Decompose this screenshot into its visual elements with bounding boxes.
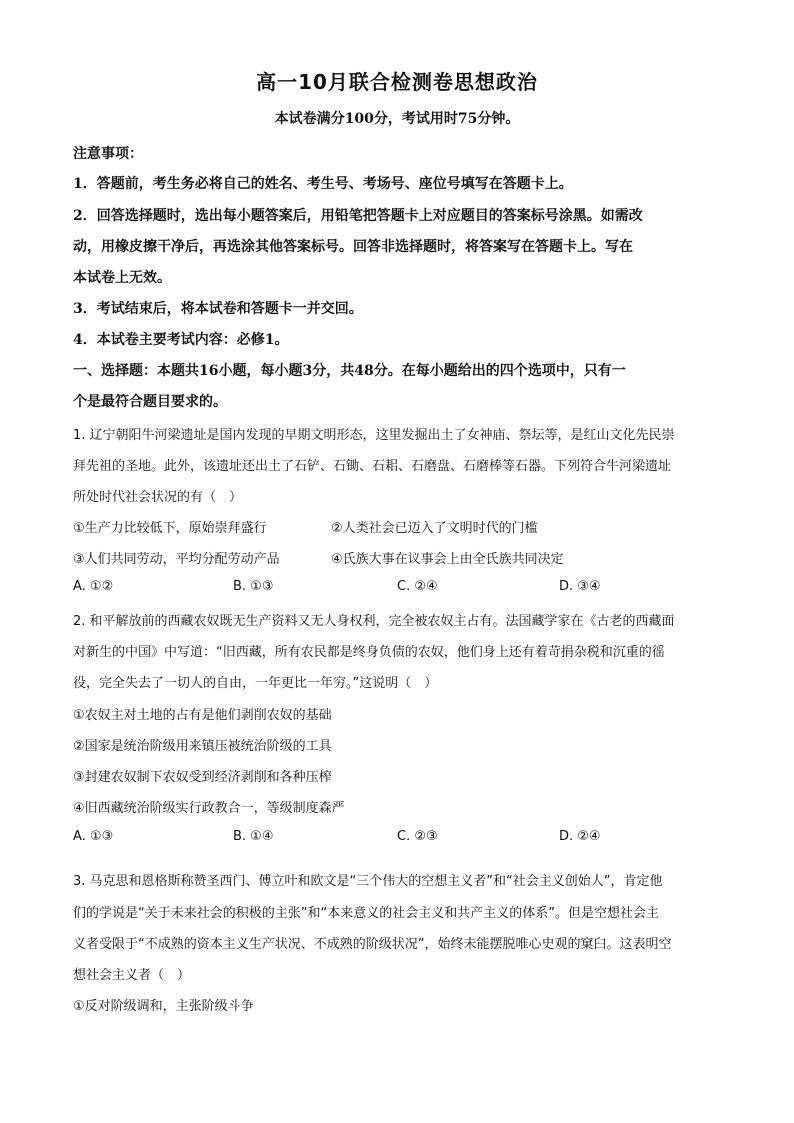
q2-item: ④旧西藏统治阶级实行政教合一，等级制度森严 <box>73 801 345 816</box>
q1-choice-c: C. ②④ <box>397 579 438 594</box>
q2-stem: 对新生的中国》中写道：“旧西藏，所有农民都是终身负债的农奴，他们身上还有着苛捐杂税和沉重的徭 <box>73 645 665 660</box>
section-heading: 一、选择题：本题共16小题，每小题3分，共48分。在每小题给出的四个选项中，只有一 <box>73 363 626 379</box>
q1-choice-a: A. ①② <box>73 579 114 594</box>
page-title: 高一10月联合检测卷思想政治 <box>256 70 538 94</box>
q1-item: ③人们共同劳动，平均分配劳动产品 <box>73 552 280 567</box>
page-subtitle: 本试卷满分100分，考试用时75分钟。 <box>274 111 520 127</box>
note-line: 动，用橡皮擦干净后，再选涂其他答案标号。回答非选择题时，将答案写在答题卡上。写在 <box>73 239 633 255</box>
q2-choice-c: C. ②③ <box>397 829 438 844</box>
q2-item: ③封建农奴制下农奴受到经济剥削和各种压榨 <box>73 770 332 785</box>
note-line: 3．考试结束后，将本试卷和答题卡一并交回。 <box>73 301 363 317</box>
note-line: 1．答题前，考生务必将自己的姓名、考生号、考场号、座位号填写在答题卡上。 <box>73 176 573 192</box>
q2-item: ①农奴主对土地的占有是他们剥削农奴的基础 <box>73 708 332 723</box>
q3-item: ①反对阶级调和，主张阶级斗争 <box>73 999 254 1014</box>
q3-stem: 们的学说是“关于未来社会的积极的主张”和“本来意义的社会主义和共产主义的体系”。但是空想社会主 <box>73 906 659 921</box>
note-line: 4．本试卷主要考试内容：必修1。 <box>73 332 289 348</box>
q3-stem: 想社会主义者（ ） <box>73 968 191 983</box>
q1-stem: 拜先祖的圣地。此外，该遗址还出土了石铲、石锄、石耜、石磨盘、石磨棒等石器。下列符合牛河梁遗址 <box>73 459 672 474</box>
q2-item: ②国家是统治阶级用来镇压被统治阶级的工具 <box>73 739 332 754</box>
q1-stem: 1. 辽宁朝阳牛河梁遗址是国内发现的早期文明形态，这里发掘出土了女神庙、祭坛等，是红山文化先民崇 <box>73 428 675 443</box>
q1-choice-d: D. ③④ <box>559 579 601 594</box>
q2-choice-d: D. ②④ <box>559 829 601 844</box>
q2-choice-a: A. ①③ <box>73 829 114 844</box>
q2-choice-b: B. ①④ <box>233 829 274 844</box>
q1-stem: 所处时代社会状况的有（ ） <box>73 490 243 505</box>
q3-stem: 义者受限于“不成熟的资本主义生产状况、不成熟的阶级状况”，始终未能摆脱唯心史观的窠臼。这表明空 <box>73 937 672 952</box>
q1-item: ④氏族大事在议事会上由全氏族共同决定 <box>331 552 564 567</box>
notes-heading: 注意事项： <box>73 146 143 162</box>
note-line: 本试卷上无效。 <box>73 270 171 286</box>
q1-item: ①生产力比较低下，原始崇拜盛行 <box>73 521 267 536</box>
section-heading-cont: 个是最符合题目要求的。 <box>73 394 227 410</box>
q2-stem: 役，完全失去了一切人的自由，一年更比一年穷。”这说明（ ） <box>73 676 438 691</box>
q3-stem: 3. 马克思和恩格斯称赞圣西门、傅立叶和欧文是“三个伟大的空想主义者”和“社会主义创始人”，肯定他 <box>73 874 663 889</box>
q2-stem: 2. 和平解放前的西藏农奴既无生产资料又无人身权利，完全被农奴主占有。法国藏学家在《古老的西藏面 <box>73 614 675 629</box>
note-line: 2．回答选择题时，选出每小题答案后，用铅笔把答题卡上对应题目的答案标号涂黑。如需改 <box>73 208 643 224</box>
q1-item: ②人类社会已迈入了文明时代的门槛 <box>331 521 538 536</box>
q1-choice-b: B. ①③ <box>233 579 274 594</box>
